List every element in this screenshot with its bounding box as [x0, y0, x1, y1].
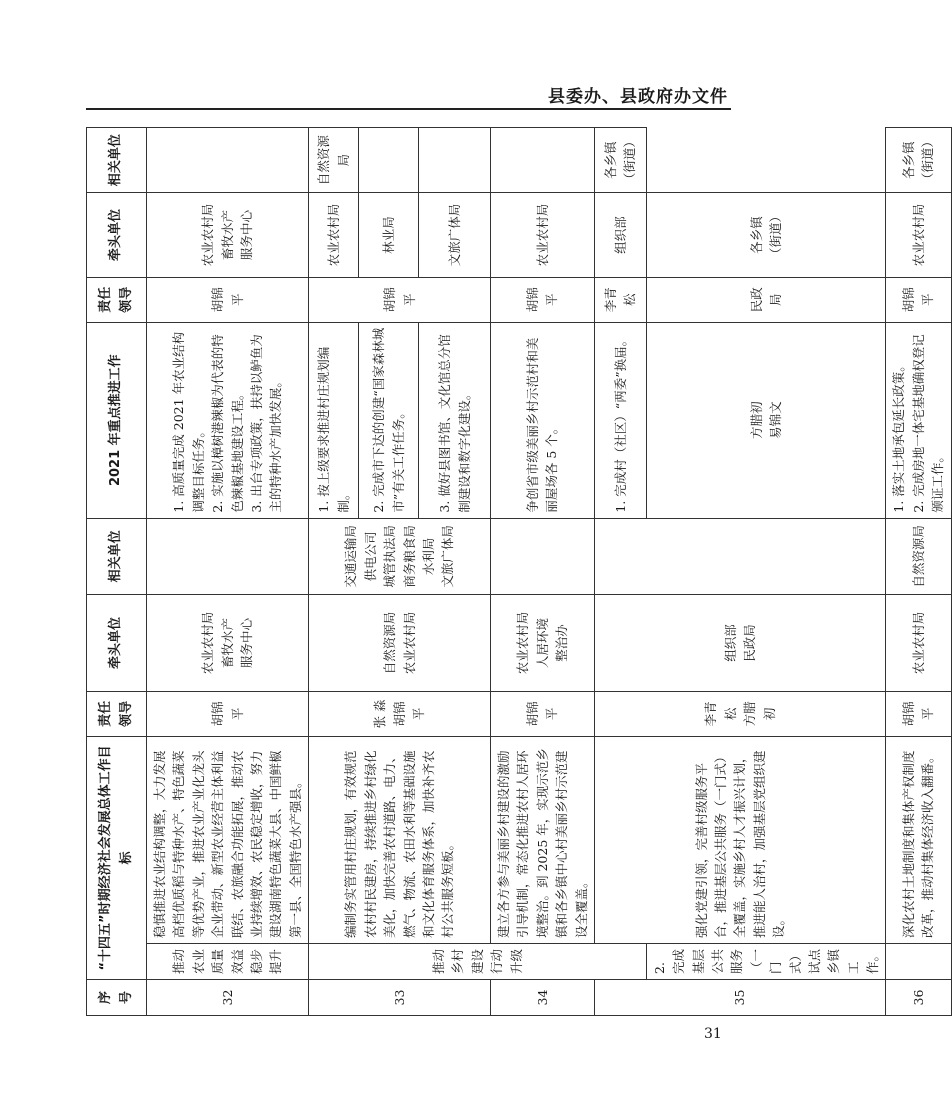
- row-rel2: 各乡镇 （街道）: [646, 193, 886, 277]
- header-rule: [86, 108, 731, 110]
- row-work: 1. 落实土地承包延长政策。 2. 完成房地一体宅基地确权登记颁证工作。: [886, 322, 951, 518]
- page-number: 31: [704, 1026, 722, 1042]
- row-rel1: 自然资源局: [886, 518, 951, 595]
- row-goal: 强化党建引领，完善村级服务平台，推进基层公共服务（一门式）全覆盖，实施乡村人才振兴计划，推进能人治村，加强基层党组织建设。: [594, 736, 886, 943]
- header-title: 县委办、县政府办文件: [548, 87, 728, 107]
- row-rel1: 交通运输局 供电公司 城管执法局 商务粮食局 水利局 文旅广体局: [309, 518, 491, 595]
- row-unit2: 农业农村局: [491, 193, 595, 277]
- row-lead1: 李青松 方腊初: [594, 691, 886, 736]
- row-work: 2. 完成基层公共服务（一门式）试点乡镇工作。: [646, 944, 886, 980]
- row-rel2: [359, 128, 419, 193]
- row-lead1: 胡锦平: [147, 691, 309, 736]
- row-unit2: 林业局: [359, 193, 419, 277]
- row-unit1: 农业农村局 畜牧水产 服务中心: [147, 595, 309, 692]
- table-row: [491, 128, 595, 1016]
- row-rel2: [147, 128, 309, 193]
- row-unit2: 农业农村局: [886, 193, 951, 277]
- rotated-table-frame: [86, 127, 946, 1016]
- row-work: 1. 完成村（社区）“两委”换届。: [594, 322, 646, 518]
- table-row: [147, 128, 309, 1016]
- row-lead1: 胡锦平: [886, 691, 951, 736]
- col-header-unit1: 牵头单位: [87, 595, 147, 692]
- col-header-lead2: 责任领导: [87, 277, 147, 322]
- row-unit1: 组织部 民政局: [594, 595, 886, 692]
- col-header-rel1: 相关单位: [87, 518, 147, 595]
- row-rel2: 各乡镇 （街道）: [886, 128, 951, 193]
- row-goal: 稳慎推进农业结构调整，大力发展高档优质稻与特种水产、特色蔬菜等优势产业，推进农业产业化龙头企业带动、新型农业经营主体利益联结、农旅融合功能拓展，推动农业持续增效、农民稳定增收，努力建设湖南特色蔬菜大县、中国鲜椒第一县、全国特色水产强县。: [147, 736, 309, 943]
- row-work: 1. 按上级要求推进村庄规划编制。: [309, 322, 359, 518]
- row-work: 3. 做好县图书馆、文化馆总分馆制建设和数字化建设。: [419, 322, 491, 518]
- row-rel1: [147, 518, 309, 595]
- row-rel2: [491, 128, 595, 193]
- row-category: 推动乡村建设行动升级: [309, 944, 647, 980]
- row-goal: 编制务实管用村庄规划，有效规范农村村民建房，持续推进乡村绿化美化，加快完善农村道路、电力、燃气、物流、农田水利等基础设施和文化体育服务体系，加快补齐农村公共服务短板。: [309, 736, 491, 943]
- row-number: 35: [594, 980, 886, 1016]
- col-header-no: 序号: [87, 980, 147, 1016]
- row-lead2: 胡锦平: [147, 277, 309, 322]
- row-rel2: 自然资源局: [309, 128, 359, 193]
- row-category-continued: [886, 944, 951, 980]
- row-number: 33: [309, 980, 491, 1016]
- row-lead1: 胡锦平: [491, 691, 595, 736]
- row-category: 推动农业质量效益稳步提升: [147, 944, 309, 980]
- table-row: [594, 128, 646, 1016]
- row-unit1: 农业农村局 人居环境 整治办: [491, 595, 595, 692]
- table-row: [886, 128, 951, 1016]
- row-work: 1. 高质量完成 2021 年农业结构调整目标任务。 2. 实施以樟树港辣椒为代表的特色辣椒基地建设工程。 3. 出台专项政策，扶持以鲈鱼为主的特种水产加快发展。: [147, 322, 309, 518]
- row-rel1: [491, 518, 595, 595]
- row-lead2: 方腊初 易锦文: [646, 322, 886, 518]
- row-lead2: 胡锦平: [309, 277, 491, 322]
- row-unit2: 民政局: [646, 277, 886, 322]
- col-header-goal: “十四五”时期经济社会发展总体工作目标: [87, 736, 147, 979]
- row-number: 32: [147, 980, 309, 1016]
- row-number: 34: [491, 980, 595, 1016]
- rotated-table-content: [86, 127, 946, 1016]
- row-lead2: 李青松: [594, 277, 646, 322]
- row-unit2: 组织部: [594, 193, 646, 277]
- row-goal: 建立各方参与美丽乡村建设的激励引导机制，常态化推进农村人居环境整治。到 2025 年，实现示范乡镇和各乡镇中心村美丽乡村示范建设全覆盖。: [491, 736, 595, 943]
- table-row: [309, 128, 359, 1016]
- row-unit1: 农业农村局: [886, 595, 951, 692]
- row-unit2: 文旅广体局: [419, 193, 491, 277]
- row-rel1: [594, 518, 886, 595]
- work-targets-table: [86, 127, 952, 1016]
- col-header-unit2: 牵头单位: [87, 193, 147, 277]
- row-work: 2. 完成市下达的创建“国家森林城市”有关工作任务。: [359, 322, 419, 518]
- row-number: 36: [886, 980, 951, 1016]
- row-rel2: 各乡镇 （街道）: [594, 128, 646, 193]
- row-unit1: 自然资源局 农业农村局: [309, 595, 491, 692]
- row-unit2: 农业农村局: [309, 193, 359, 277]
- table-header-row: [87, 128, 147, 1016]
- row-lead1: 张 淼 胡锦平: [309, 691, 491, 736]
- col-header-rel2: 相关单位: [87, 128, 147, 193]
- row-goal: 深化农村土地制度和集体产权制度改革，推动村集体经济收入翻番。: [886, 736, 951, 943]
- row-lead2: 胡锦平: [491, 277, 595, 322]
- row-lead2: 胡锦平: [886, 277, 951, 322]
- row-unit2: 农业农村局 畜牧水产 服务中心: [147, 193, 309, 277]
- col-header-lead1: 责任领导: [87, 691, 147, 736]
- row-rel2: [419, 128, 491, 193]
- col-header-work: 2021 年重点推进工作: [87, 322, 147, 518]
- row-work: 争创省市级美丽乡村示范村和美丽屋场各 5 个。: [491, 322, 595, 518]
- page-header: [88, 82, 728, 107]
